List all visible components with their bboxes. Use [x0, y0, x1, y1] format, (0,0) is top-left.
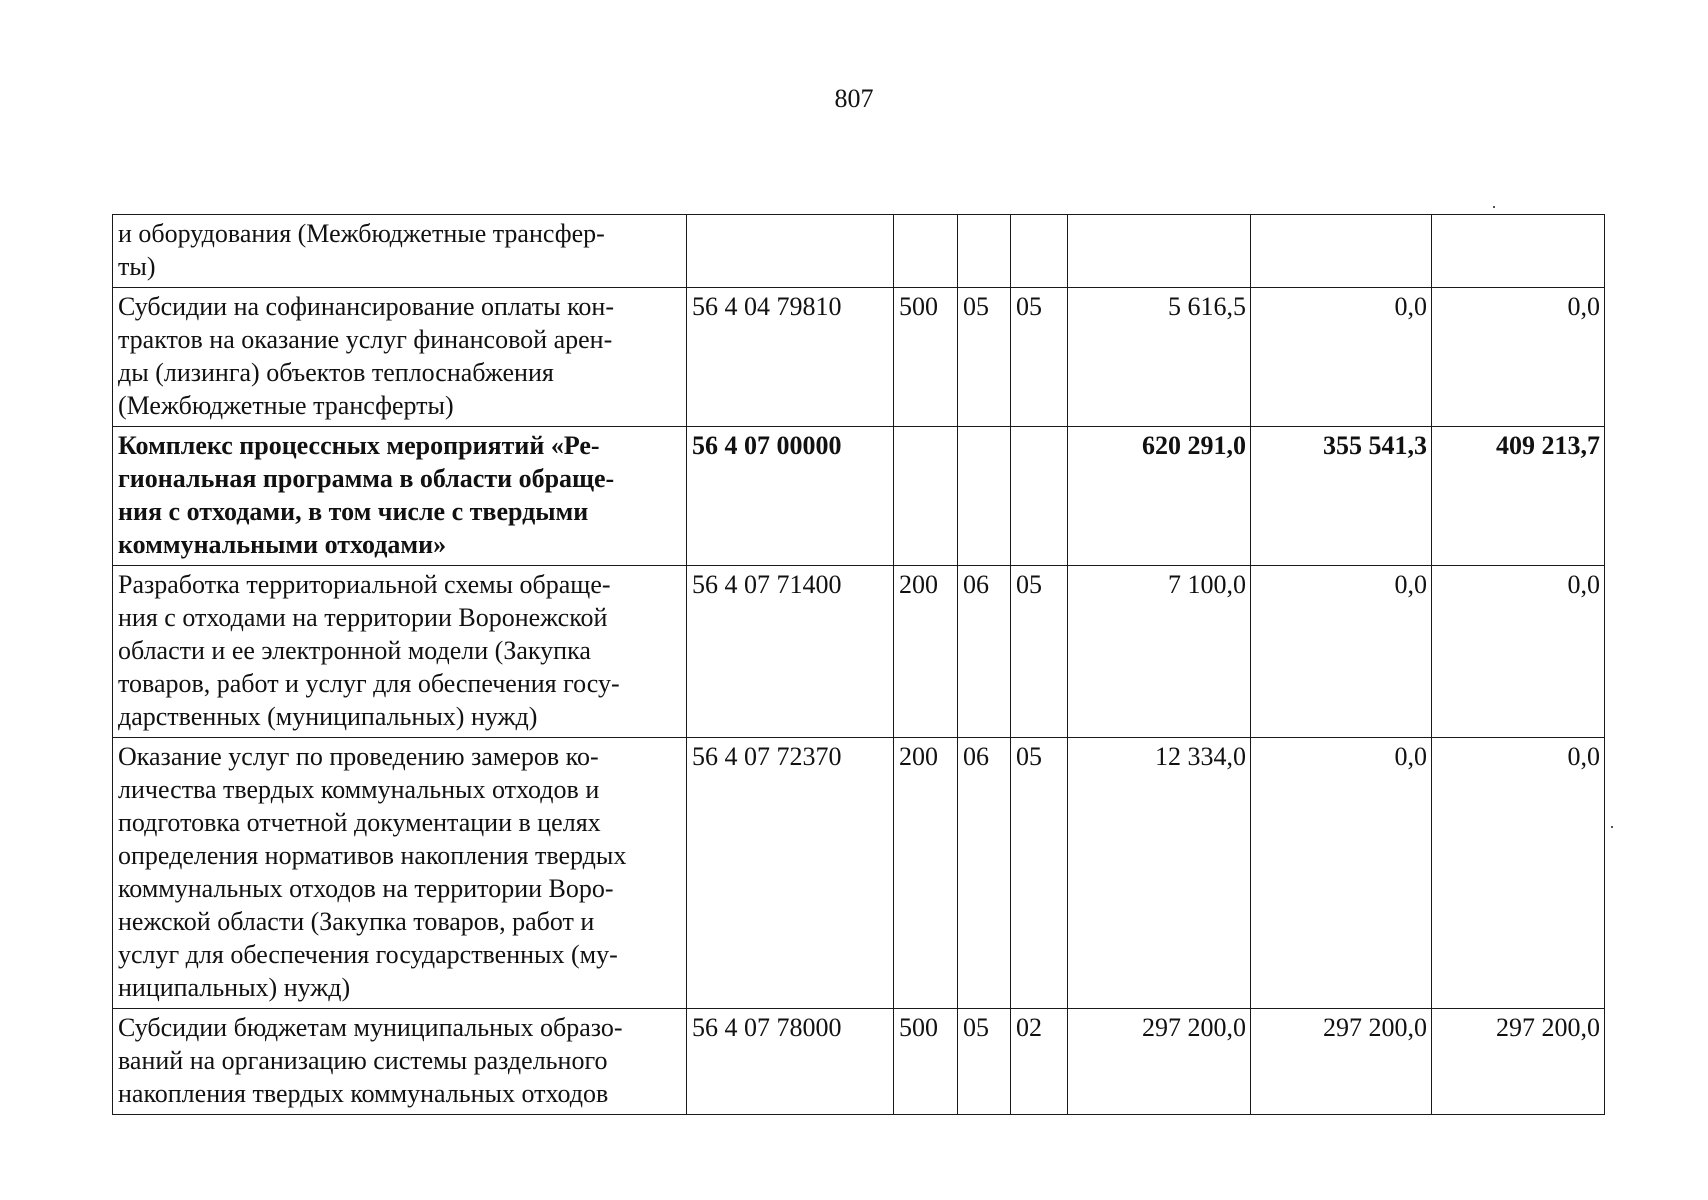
item-name-line: и оборудования (Межбюджетные трансфер- — [118, 219, 605, 248]
section-cell — [958, 427, 1011, 566]
item-name-line: коммунальных отходов на территории Воро- — [118, 874, 614, 903]
expense-type-cell — [894, 215, 958, 288]
item-name-line: Комплекс процессных мероприятий «Ре- — [118, 431, 600, 460]
item-name-line: нежской области (Закупка товаров, работ и — [118, 907, 595, 936]
expense-type-cell: 200 — [894, 738, 958, 1009]
amount-year2-cell: 0,0 — [1251, 288, 1432, 427]
amount-year2-cell: 297 200,0 — [1251, 1009, 1432, 1115]
expense-type-cell: 500 — [894, 288, 958, 427]
target-article-cell: 56 4 07 72370 — [687, 738, 894, 1009]
item-name-cell — [113, 1009, 687, 1115]
item-name-cell — [113, 215, 687, 288]
amount-year1-cell — [1068, 215, 1251, 288]
target-article-cell: 56 4 07 78000 — [687, 1009, 894, 1115]
item-name-line: товаров, работ и услуг для обеспечения госу- — [118, 669, 620, 698]
amount-year3-cell: 0,0 — [1432, 288, 1605, 427]
item-name-line: (Межбюджетные трансферты) — [118, 391, 454, 420]
subsection-cell: 02 — [1011, 1009, 1068, 1115]
item-name-line: ваний на организацию системы раздельного — [118, 1046, 608, 1075]
item-name-cell — [113, 738, 687, 1009]
item-name-line: Субсидии на софинансирование оплаты кон- — [118, 292, 614, 321]
item-name-line: ния с отходами на территории Воронежской — [118, 603, 608, 632]
item-name-line: услуг для обеспечения государственных (му- — [118, 940, 618, 969]
item-name-line: подготовка отчетной документации в целях — [118, 808, 601, 837]
target-article-cell: 56 4 07 71400 — [687, 566, 894, 738]
expense-type-cell: 500 — [894, 1009, 958, 1115]
target-article-cell: 56 4 04 79810 — [687, 288, 894, 427]
item-name-line: ния с отходами, в том числе с твердыми — [118, 497, 589, 526]
subsection-cell: 05 — [1011, 738, 1068, 1009]
item-name-line: ты) — [118, 252, 156, 281]
section-cell: 06 — [958, 738, 1011, 1009]
amount-year3-cell — [1432, 215, 1605, 288]
item-name-line: гиональная программа в области обраще- — [118, 464, 615, 493]
item-name-line: трактов на оказание услуг финансовой арен- — [118, 325, 613, 354]
amount-year2-cell: 0,0 — [1251, 738, 1432, 1009]
amount-year1-cell: 297 200,0 — [1068, 1009, 1251, 1115]
target-article-cell — [687, 215, 894, 288]
scan-speck — [1493, 206, 1495, 208]
subsection-cell — [1011, 215, 1068, 288]
table-row — [113, 566, 1605, 738]
section-cell: 05 — [958, 288, 1011, 427]
amount-year1-cell: 7 100,0 — [1068, 566, 1251, 738]
item-name-line: Оказание услуг по проведению замеров ко- — [118, 742, 599, 771]
section-cell — [958, 215, 1011, 288]
amount-year3-cell: 0,0 — [1432, 566, 1605, 738]
amount-year2-cell: 355 541,3 — [1251, 427, 1432, 566]
table-row — [113, 215, 1605, 288]
page-number: 807 — [834, 84, 874, 113]
subsection-cell — [1011, 427, 1068, 566]
item-name-cell — [113, 427, 687, 566]
item-name-line: области и ее электронной модели (Закупка — [118, 636, 591, 665]
item-name-line: Разработка территориальной схемы обраще- — [118, 570, 611, 599]
table-row — [113, 738, 1605, 1009]
section-cell: 06 — [958, 566, 1011, 738]
item-name-line: ниципальных) нужд) — [118, 973, 351, 1002]
amount-year2-cell — [1251, 215, 1432, 288]
item-name-line: Субсидии бюджетам муниципальных образо- — [118, 1013, 623, 1042]
item-name-line: личества твердых коммунальных отходов и — [118, 775, 600, 804]
subsection-cell: 05 — [1011, 566, 1068, 738]
budget-table — [112, 214, 1605, 1115]
table-row — [113, 288, 1605, 427]
amount-year2-cell: 0,0 — [1251, 566, 1432, 738]
item-name-line: определения нормативов накопления твердых — [118, 841, 627, 870]
subsection-cell: 05 — [1011, 288, 1068, 427]
expense-type-cell — [894, 427, 958, 566]
amount-year3-cell: 297 200,0 — [1432, 1009, 1605, 1115]
expense-type-cell: 200 — [894, 566, 958, 738]
amount-year1-cell: 12 334,0 — [1068, 738, 1251, 1009]
table-row — [113, 427, 1605, 566]
item-name-cell — [113, 288, 687, 427]
item-name-cell — [113, 566, 687, 738]
amount-year3-cell: 0,0 — [1432, 738, 1605, 1009]
table-row — [113, 1009, 1605, 1115]
item-name-line: дарственных (муниципальных) нужд) — [118, 702, 538, 731]
target-article-cell: 56 4 07 00000 — [687, 427, 894, 566]
item-name-line: накопления твердых коммунальных отходов — [118, 1079, 609, 1108]
table-body — [113, 215, 1605, 1115]
amount-year1-cell: 620 291,0 — [1068, 427, 1251, 566]
item-name-line: ды (лизинга) объектов теплоснабжения — [118, 358, 554, 387]
item-name-line: коммунальными отходами» — [118, 530, 447, 559]
amount-year3-cell: 409 213,7 — [1432, 427, 1605, 566]
scan-speck — [1611, 826, 1613, 828]
amount-year1-cell: 5 616,5 — [1068, 288, 1251, 427]
section-cell: 05 — [958, 1009, 1011, 1115]
